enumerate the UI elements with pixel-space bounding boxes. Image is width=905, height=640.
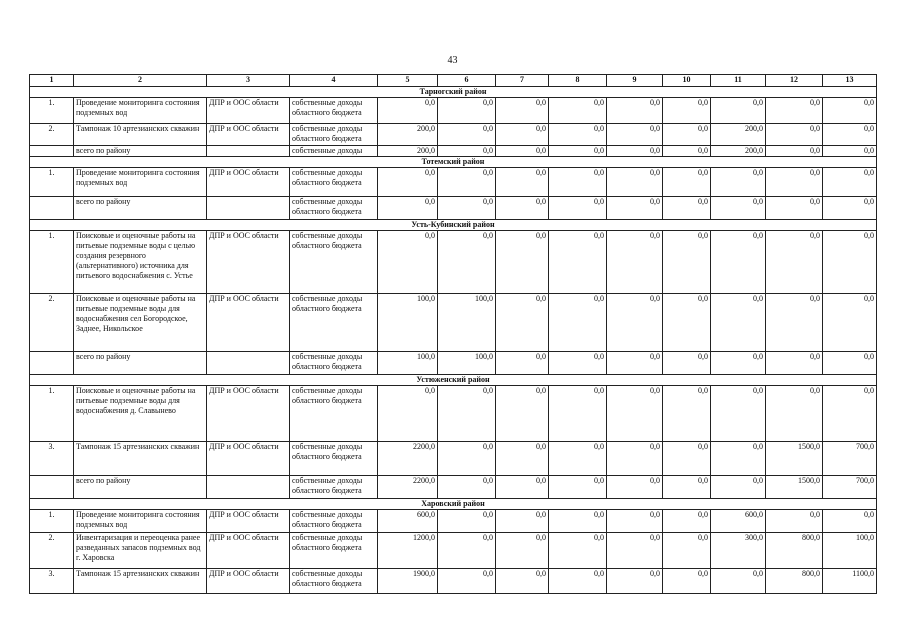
amount-cell: 0,0 <box>438 231 496 294</box>
activity-description: Тампонаж 15 артезианских скважин <box>74 442 207 476</box>
amount-cell: 0,0 <box>378 386 438 442</box>
executor: ДПР и ООС области <box>207 510 290 533</box>
amount-cell: 300,0 <box>711 533 766 569</box>
amount-cell: 0,0 <box>663 124 711 146</box>
column-header: 11 <box>711 75 766 87</box>
row-number: 2. <box>30 533 74 569</box>
executor: ДПР и ООС области <box>207 533 290 569</box>
row-number <box>30 476 74 499</box>
district-name: Харовский район <box>30 499 877 510</box>
row-number: 2. <box>30 294 74 352</box>
table-row <box>30 294 877 352</box>
activity-description: всего по району <box>74 146 207 157</box>
amount-cell: 100,0 <box>438 294 496 352</box>
amount-cell: 0,0 <box>549 168 607 197</box>
amount-cell: 0,0 <box>663 510 711 533</box>
amount-cell: 0,0 <box>823 386 877 442</box>
amount-cell: 0,0 <box>496 442 549 476</box>
amount-cell: 0,0 <box>607 168 663 197</box>
row-number: 3. <box>30 569 74 594</box>
amount-cell: 0,0 <box>663 231 711 294</box>
amount-cell: 0,0 <box>549 124 607 146</box>
amount-cell: 0,0 <box>438 476 496 499</box>
amount-cell: 0,0 <box>607 386 663 442</box>
column-header: 5 <box>378 75 438 87</box>
funding-source: собственные доходы областного бюджета <box>290 294 378 352</box>
amount-cell: 0,0 <box>823 168 877 197</box>
funding-source: собственные доходы областного бюджета <box>290 168 378 197</box>
amount-cell: 0,0 <box>496 386 549 442</box>
amount-cell: 200,0 <box>711 124 766 146</box>
amount-cell: 2200,0 <box>378 442 438 476</box>
amount-cell: 0,0 <box>438 168 496 197</box>
amount-cell: 0,0 <box>766 98 823 124</box>
column-header: 1 <box>30 75 74 87</box>
funding-source: собственные доходы областного бюджета <box>290 476 378 499</box>
amount-cell: 0,0 <box>438 146 496 157</box>
amount-cell: 1200,0 <box>378 533 438 569</box>
amount-cell: 0,0 <box>438 533 496 569</box>
amount-cell: 0,0 <box>607 476 663 499</box>
amount-cell: 600,0 <box>711 510 766 533</box>
activity-description: Поисковые и оценочные работы на питьевые подземные воды с целью создания резервного (альтернативного) источника для питьевого водоснабжения с. Устье <box>74 231 207 294</box>
row-number: 1. <box>30 510 74 533</box>
amount-cell: 0,0 <box>766 352 823 375</box>
amount-cell: 0,0 <box>607 533 663 569</box>
amount-cell: 0,0 <box>496 197 549 220</box>
funding-source: собственные доходы областного бюджета <box>290 510 378 533</box>
district-name: Устюженский район <box>30 375 877 386</box>
amount-cell: 0,0 <box>823 352 877 375</box>
funding-source: собственные доходы областного бюджета <box>290 231 378 294</box>
amount-cell: 0,0 <box>766 510 823 533</box>
district-total-row <box>30 197 877 220</box>
amount-cell: 0,0 <box>549 533 607 569</box>
executor: ДПР и ООС области <box>207 124 290 146</box>
amount-cell: 0,0 <box>607 98 663 124</box>
amount-cell: 800,0 <box>766 569 823 594</box>
amount-cell: 0,0 <box>663 569 711 594</box>
amount-cell: 0,0 <box>496 98 549 124</box>
column-header: 10 <box>663 75 711 87</box>
amount-cell: 0,0 <box>378 197 438 220</box>
amount-cell: 0,0 <box>496 168 549 197</box>
amount-cell: 0,0 <box>607 352 663 375</box>
amount-cell: 0,0 <box>663 294 711 352</box>
amount-cell: 700,0 <box>823 442 877 476</box>
amount-cell: 0,0 <box>766 197 823 220</box>
amount-cell: 0,0 <box>607 231 663 294</box>
column-header: 2 <box>74 75 207 87</box>
table-row <box>30 533 877 569</box>
amount-cell: 1500,0 <box>766 476 823 499</box>
column-header: 13 <box>823 75 877 87</box>
amount-cell: 0,0 <box>663 197 711 220</box>
amount-cell: 0,0 <box>607 510 663 533</box>
amount-cell: 0,0 <box>378 231 438 294</box>
amount-cell: 600,0 <box>378 510 438 533</box>
column-header: 9 <box>607 75 663 87</box>
amount-cell: 0,0 <box>549 569 607 594</box>
amount-cell: 200,0 <box>378 124 438 146</box>
row-number: 1. <box>30 231 74 294</box>
amount-cell: 200,0 <box>378 146 438 157</box>
amount-cell: 1100,0 <box>823 569 877 594</box>
activity-description: всего по району <box>74 476 207 499</box>
amount-cell: 0,0 <box>378 98 438 124</box>
funding-source: собственные доходы <box>290 146 378 157</box>
district-header-row <box>30 375 877 386</box>
amount-cell: 0,0 <box>663 168 711 197</box>
activity-description: Инвентаризация и переоценка ранее разведанных запасов подземных вод г. Харовска <box>74 533 207 569</box>
amount-cell: 0,0 <box>766 124 823 146</box>
executor: ДПР и ООС области <box>207 294 290 352</box>
amount-cell: 100,0 <box>378 352 438 375</box>
table-row <box>30 510 877 533</box>
amount-cell: 0,0 <box>663 352 711 375</box>
amount-cell: 0,0 <box>766 146 823 157</box>
activity-description: Проведение мониторинга состояния подземных вод <box>74 168 207 197</box>
amount-cell: 0,0 <box>711 197 766 220</box>
amount-cell: 0,0 <box>823 510 877 533</box>
amount-cell: 0,0 <box>711 476 766 499</box>
district-name: Усть-Кубинский район <box>30 220 877 231</box>
amount-cell: 200,0 <box>711 146 766 157</box>
amount-cell: 0,0 <box>496 146 549 157</box>
row-number <box>30 197 74 220</box>
amount-cell: 0,0 <box>496 569 549 594</box>
amount-cell: 0,0 <box>711 352 766 375</box>
amount-cell: 0,0 <box>607 146 663 157</box>
table-row <box>30 168 877 197</box>
amount-cell: 0,0 <box>438 569 496 594</box>
district-header-row <box>30 87 877 98</box>
amount-cell: 1500,0 <box>766 442 823 476</box>
amount-cell: 0,0 <box>549 197 607 220</box>
amount-cell: 0,0 <box>549 231 607 294</box>
table-row <box>30 569 877 594</box>
amount-cell: 0,0 <box>607 442 663 476</box>
amount-cell: 0,0 <box>766 231 823 294</box>
amount-cell: 0,0 <box>496 533 549 569</box>
executor <box>207 352 290 375</box>
amount-cell: 0,0 <box>496 476 549 499</box>
amount-cell: 0,0 <box>549 386 607 442</box>
amount-cell: 0,0 <box>823 98 877 124</box>
district-name: Тотемский район <box>30 157 877 168</box>
amount-cell: 0,0 <box>711 231 766 294</box>
row-number: 1. <box>30 98 74 124</box>
amount-cell: 0,0 <box>663 442 711 476</box>
amount-cell: 0,0 <box>711 98 766 124</box>
amount-cell: 0,0 <box>496 510 549 533</box>
amount-cell: 0,0 <box>607 124 663 146</box>
amount-cell: 0,0 <box>496 124 549 146</box>
table-row <box>30 98 877 124</box>
amount-cell: 100,0 <box>438 352 496 375</box>
amount-cell: 0,0 <box>823 231 877 294</box>
amount-cell: 0,0 <box>823 124 877 146</box>
table-row <box>30 124 877 146</box>
district-total-row <box>30 146 877 157</box>
funding-source: собственные доходы областного бюджета <box>290 197 378 220</box>
amount-cell: 0,0 <box>823 146 877 157</box>
amount-cell: 1900,0 <box>378 569 438 594</box>
amount-cell: 0,0 <box>711 569 766 594</box>
executor: ДПР и ООС области <box>207 231 290 294</box>
funding-source: собственные доходы областного бюджета <box>290 124 378 146</box>
table-row <box>30 442 877 476</box>
executor: ДПР и ООС области <box>207 98 290 124</box>
amount-cell: 0,0 <box>438 442 496 476</box>
executor: ДПР и ООС области <box>207 168 290 197</box>
activity-description: Тампонаж 15 артезианских скважин <box>74 569 207 594</box>
table-body <box>30 87 877 594</box>
amount-cell: 0,0 <box>438 197 496 220</box>
amount-cell: 0,0 <box>438 124 496 146</box>
district-name: Тарногский район <box>30 87 877 98</box>
amount-cell: 700,0 <box>823 476 877 499</box>
amount-cell: 0,0 <box>766 294 823 352</box>
amount-cell: 0,0 <box>607 569 663 594</box>
executor <box>207 476 290 499</box>
amount-cell: 100,0 <box>378 294 438 352</box>
amount-cell: 0,0 <box>663 146 711 157</box>
page-number: 43 <box>447 55 458 66</box>
amount-cell: 0,0 <box>607 197 663 220</box>
column-header: 4 <box>290 75 378 87</box>
amount-cell: 0,0 <box>549 98 607 124</box>
budget-table <box>29 74 877 594</box>
amount-cell: 0,0 <box>438 510 496 533</box>
row-number <box>30 352 74 375</box>
row-number: 3. <box>30 442 74 476</box>
executor: ДПР и ООС области <box>207 569 290 594</box>
activity-description: Проведение мониторинга состояния подземных вод <box>74 98 207 124</box>
amount-cell: 0,0 <box>711 294 766 352</box>
district-header-row <box>30 499 877 510</box>
row-number: 1. <box>30 386 74 442</box>
amount-cell: 0,0 <box>711 168 766 197</box>
activity-description: Проведение мониторинга состояния подземных вод <box>74 510 207 533</box>
amount-cell: 0,0 <box>549 294 607 352</box>
district-total-row <box>30 352 877 375</box>
activity-description: всего по району <box>74 352 207 375</box>
funding-source: собственные доходы областного бюджета <box>290 569 378 594</box>
district-header-row <box>30 220 877 231</box>
row-number: 1. <box>30 168 74 197</box>
table-row <box>30 231 877 294</box>
amount-cell: 0,0 <box>549 510 607 533</box>
funding-source: собственные доходы областного бюджета <box>290 533 378 569</box>
amount-cell: 2200,0 <box>378 476 438 499</box>
funding-source: собственные доходы областного бюджета <box>290 98 378 124</box>
table-row <box>30 386 877 442</box>
amount-cell: 0,0 <box>711 386 766 442</box>
executor: ДПР и ООС области <box>207 442 290 476</box>
column-header: 6 <box>438 75 496 87</box>
amount-cell: 0,0 <box>496 231 549 294</box>
district-total-row <box>30 476 877 499</box>
amount-cell: 0,0 <box>496 352 549 375</box>
amount-cell: 0,0 <box>549 476 607 499</box>
activity-description: Поисковые и оценочные работы на питьевые подземные воды для водоснабжения сел Богородское, Заднее, Никольское <box>74 294 207 352</box>
amount-cell: 100,0 <box>823 533 877 569</box>
column-header: 12 <box>766 75 823 87</box>
executor <box>207 146 290 157</box>
activity-description: Тампонаж 10 артезианских скважин <box>74 124 207 146</box>
amount-cell: 0,0 <box>766 386 823 442</box>
amount-cell: 0,0 <box>663 386 711 442</box>
amount-cell: 0,0 <box>438 386 496 442</box>
column-header: 7 <box>496 75 549 87</box>
amount-cell: 0,0 <box>549 352 607 375</box>
amount-cell: 0,0 <box>823 294 877 352</box>
funding-source: собственные доходы областного бюджета <box>290 386 378 442</box>
amount-cell: 0,0 <box>496 294 549 352</box>
amount-cell: 800,0 <box>766 533 823 569</box>
amount-cell: 0,0 <box>663 476 711 499</box>
amount-cell: 0,0 <box>607 294 663 352</box>
amount-cell: 0,0 <box>823 197 877 220</box>
activity-description: Поисковые и оценочные работы на питьевые подземные воды для водоснабжения д. Славынево <box>74 386 207 442</box>
amount-cell: 0,0 <box>663 98 711 124</box>
amount-cell: 0,0 <box>663 533 711 569</box>
executor <box>207 197 290 220</box>
amount-cell: 0,0 <box>549 442 607 476</box>
executor: ДПР и ООС области <box>207 386 290 442</box>
amount-cell: 0,0 <box>549 146 607 157</box>
funding-source: собственные доходы областного бюджета <box>290 352 378 375</box>
amount-cell: 0,0 <box>766 168 823 197</box>
funding-source: собственные доходы областного бюджета <box>290 442 378 476</box>
amount-cell: 0,0 <box>378 168 438 197</box>
row-number: 2. <box>30 124 74 146</box>
column-number-header <box>30 75 877 87</box>
column-header: 8 <box>549 75 607 87</box>
column-header: 3 <box>207 75 290 87</box>
row-number <box>30 146 74 157</box>
amount-cell: 0,0 <box>711 442 766 476</box>
district-header-row <box>30 157 877 168</box>
activity-description: всего по району <box>74 197 207 220</box>
amount-cell: 0,0 <box>438 98 496 124</box>
